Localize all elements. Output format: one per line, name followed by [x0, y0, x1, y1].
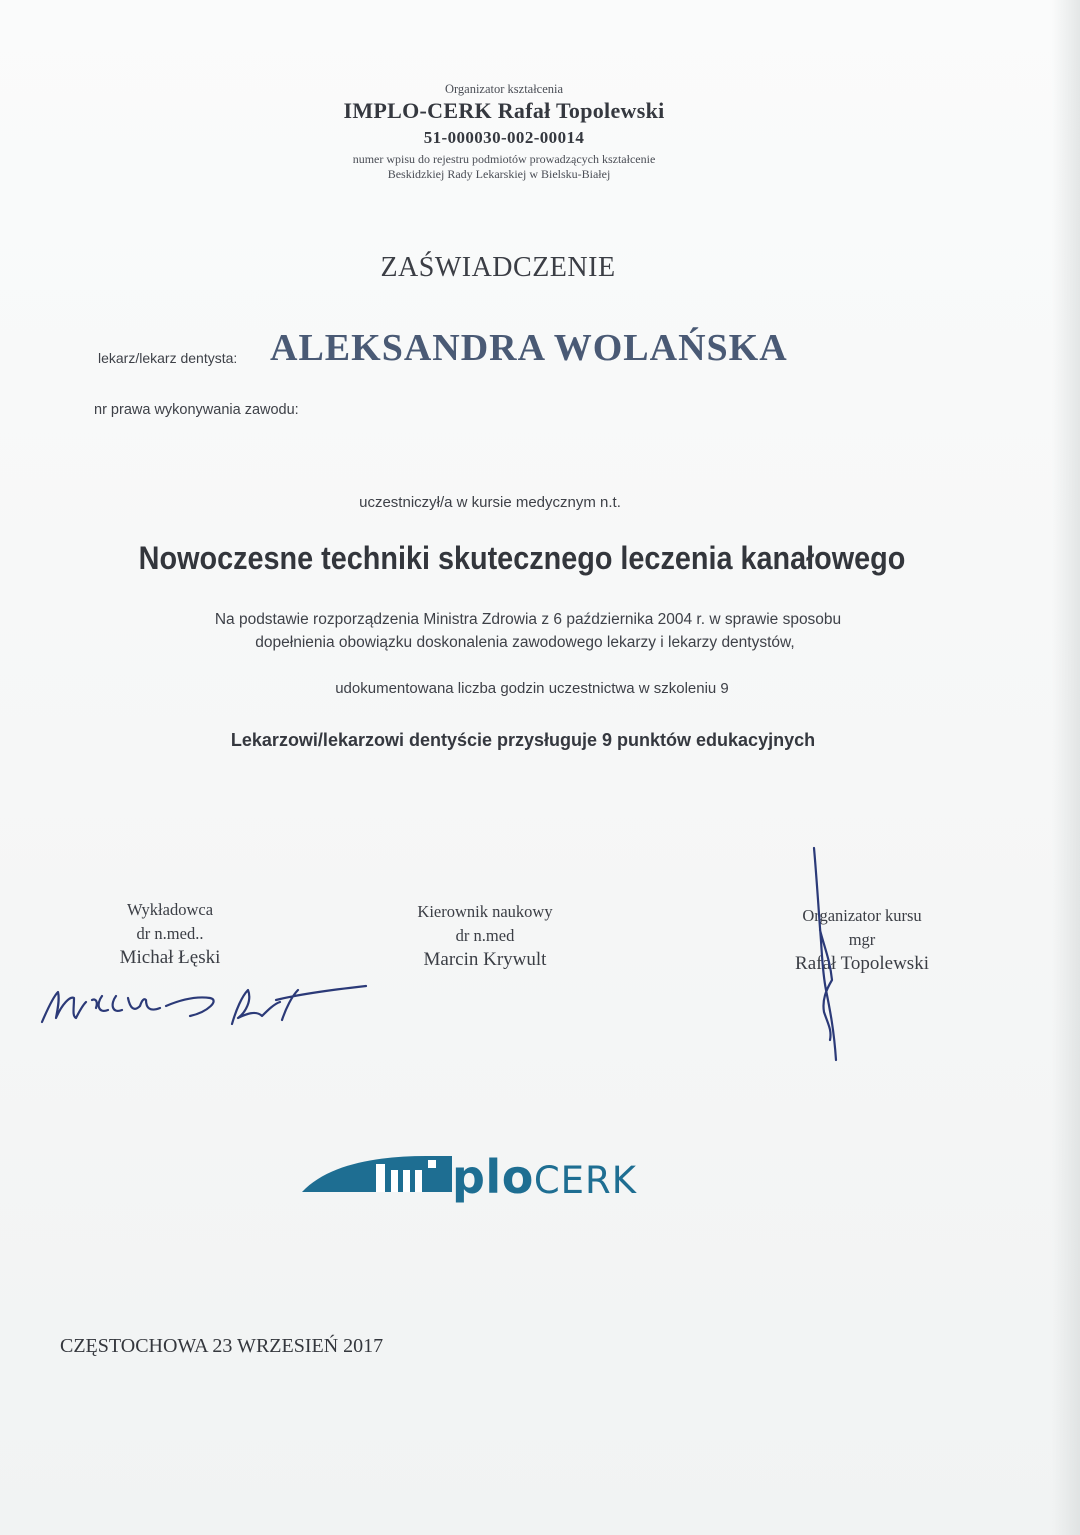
signatory-title: dr n.med	[455, 926, 515, 945]
signatory-name: Rafał Topolewski	[795, 953, 929, 974]
signatory-lecturer	[60, 898, 280, 970]
points-text: Lekarzowi/lekarzowi dentyście przysługuje 9 punktów edukacyjnych	[230, 730, 816, 750]
course-title: Nowoczesne techniki skutecznego leczenia kanałowego	[138, 540, 906, 576]
signatory-course-organizer	[742, 904, 982, 976]
organizer-label: Organizator kształcenia	[444, 82, 564, 96]
logo-wordmark	[452, 1150, 637, 1204]
legal-basis-line2: dopełnienia obowiązku doskonalenia zawodowego lekarzy i lekarzy dentystów,	[255, 634, 795, 651]
participation-text: uczestniczył/a w kursie medycznym n.t.	[359, 494, 621, 511]
signatory-name: Marcin Krywult	[423, 949, 547, 970]
legal-basis-line1: Na podstawie rozporządzenia Ministra Zdrowia z 6 października 2004 r. w sprawie sposobu	[214, 611, 842, 628]
signatory-role: Organizator kursu	[802, 906, 922, 925]
recipient-label: lekarz/lekarz dentysta:	[98, 350, 238, 366]
signatory-role: Kierownik naukowy	[417, 902, 553, 921]
lecturer-signature	[42, 986, 366, 1024]
registry-number: 51-000030-002-00014	[423, 128, 585, 147]
logo-swoosh-icon	[298, 1142, 458, 1208]
document-title: ZAŚWIADCZENIE	[380, 252, 616, 283]
logo-part-cerk: CERK	[533, 1159, 637, 1202]
signatory-title: mgr	[848, 930, 876, 949]
signatory-title: dr n.med..	[136, 924, 204, 943]
registry-description-line2: Beskidzkiej Rady Lekarskiej w Bielsku-Białej	[387, 167, 611, 181]
recipient-name: ALEKSANDRA WOLAŃSKA	[270, 327, 788, 369]
signatory-role: Wykładowca	[126, 900, 214, 919]
organizer-name: IMPLO-CERK Rafał Topolewski	[343, 98, 665, 123]
place-and-date: CZĘSTOCHOWA 23 WRZESIEŃ 2017	[60, 1335, 384, 1357]
implo-cerk-logo	[298, 1142, 678, 1208]
registry-description-line1: numer wpisu do rejestru podmiotów prowadzących kształcenie	[352, 152, 656, 166]
logo-part-plo: plo	[452, 1150, 534, 1204]
signatory-name: Michał Łęski	[119, 947, 221, 968]
license-number-label: nr prawa wykonywania zawodu:	[94, 402, 299, 418]
hours-text: udokumentowana liczba godzin uczestnictwa w szkoleniu 9	[335, 680, 729, 697]
signatory-scientific-director	[370, 900, 600, 972]
